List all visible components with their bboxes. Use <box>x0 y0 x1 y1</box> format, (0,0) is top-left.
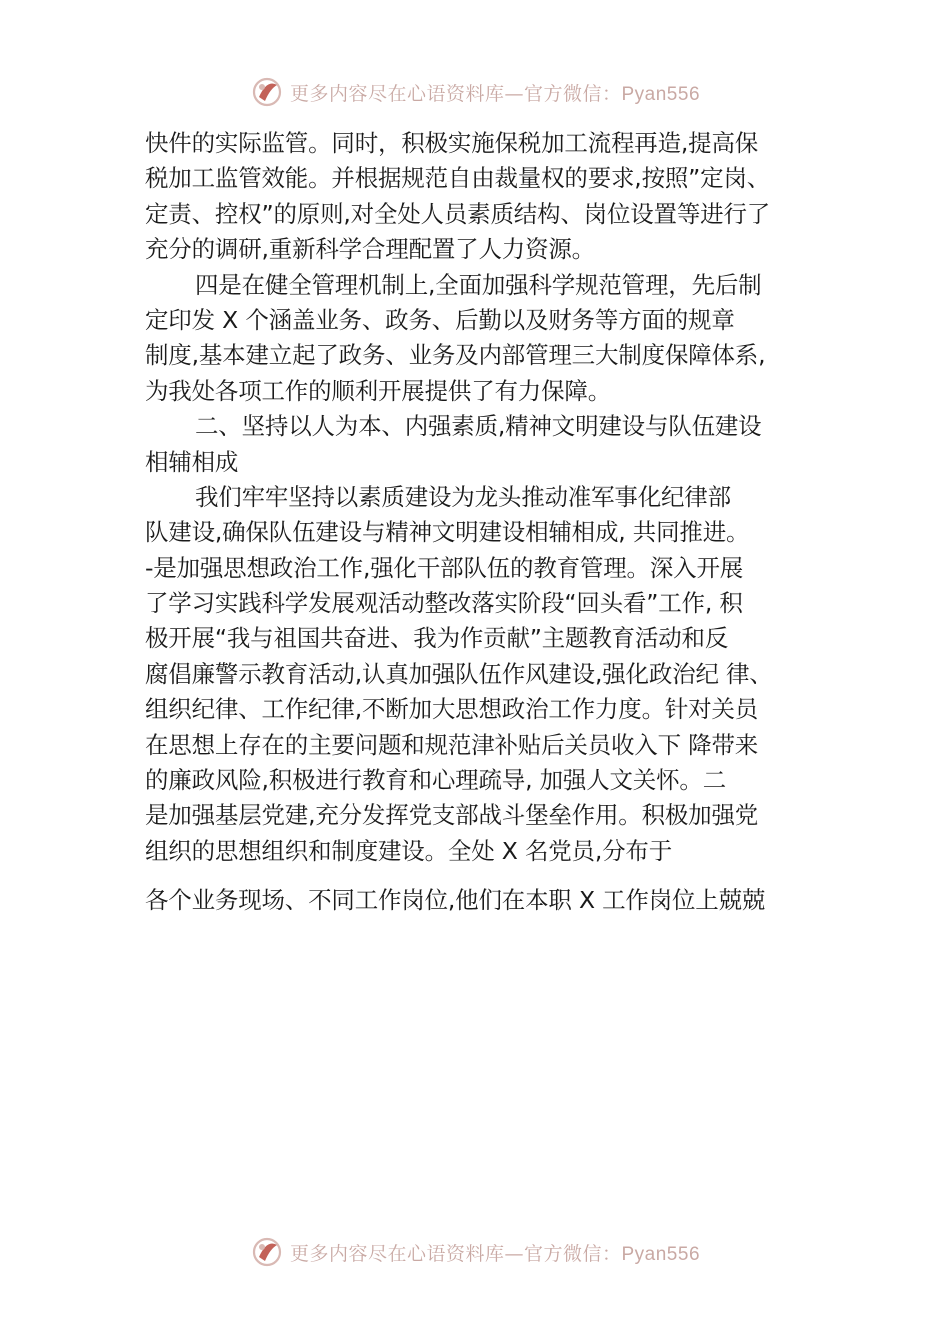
text-line: 税加工监管效能。并根据规范自由裁量权的要求,按照”定岗、 <box>145 164 771 193</box>
watermark-text: 更多内容尽在心语资料库—官方微信：Pyan556 <box>289 1242 701 1265</box>
text-line: 组织的思想组织和制度建设。全处 X 名党员,分布于 <box>145 836 673 865</box>
text-line: 四是在健全管理机制上,全面加强科学规范管理，先后制 <box>195 270 762 299</box>
wechat-id: Pyan556 <box>621 83 701 105</box>
text-line: 快件的实际监管。同时，积极实施保税加工流程再造,提高保 <box>145 129 759 157</box>
text-line: 二、坚持以人为本、内强素质,精神文明建设与队伍建设 <box>195 412 762 441</box>
text-line: 是加强基层党建,充分发挥党支部战斗堡垒作用。积极加强党 <box>145 801 759 830</box>
text-line: 为我处各项工作的顺利开展提供了有力保障。 <box>145 376 611 405</box>
text-line: 各个业务现场、不同工作岗位,他们在本职 X 工作岗位上兢兢 <box>145 886 766 915</box>
watermark-text: 更多内容尽在心语资料库—官方微信：Pyan556 <box>289 82 701 105</box>
document-body <box>145 126 825 919</box>
footer-watermark <box>0 1232 950 1272</box>
text-line: 的廉政风险,积极进行教育和心理疏导, 加强人文关怀。二 <box>145 766 727 795</box>
text-line: 定责、控权”的原则,对全处人员素质结构、岗位设置等进行了 <box>145 199 771 228</box>
text-line: 相辅相成 <box>145 447 239 476</box>
logo-icon <box>250 75 284 109</box>
text-line: -是加强思想政治工作,强化干部队伍的教育管理。深入开展 <box>145 553 744 582</box>
text-line: 组织纪律、工作纪律,不断加大思想政治工作力度。针对关员 <box>145 695 759 724</box>
wechat-id: Pyan556 <box>621 1243 701 1265</box>
text-line: 队建设,确保队伍建设与精神文明建设相辅相成, 共同推进。 <box>145 518 750 547</box>
text-line: 制度,基本建立起了政务、业务及内部管理三大制度保障体系, <box>145 341 766 370</box>
header-watermark <box>0 72 950 112</box>
text-line: 极开展“我与祖国共奋进、我为作贡献”主题教育活动和反 <box>145 624 729 653</box>
text-line: 在思想上存在的主要问题和规范津补贴后关员收入下 降带来 <box>145 730 759 759</box>
text-line: 充分的调研,重新科学合理配置了人力资源。 <box>145 235 595 264</box>
text-line: 了学习实践科学发展观活动整改落实阶段“回头看”工作, 积 <box>145 589 743 618</box>
text-line: 我们牢牢坚持以素质建设为龙头推动准军事化纪律部 <box>195 482 731 511</box>
text-line: 定印发 X 个涵盖业务、政务、后勤以及财务等方面的规章 <box>145 305 735 334</box>
text-line: 腐倡廉警示教育活动,认真加强队伍作风建设,强化政治纪 律、 <box>145 659 773 688</box>
logo-icon <box>250 1235 284 1269</box>
